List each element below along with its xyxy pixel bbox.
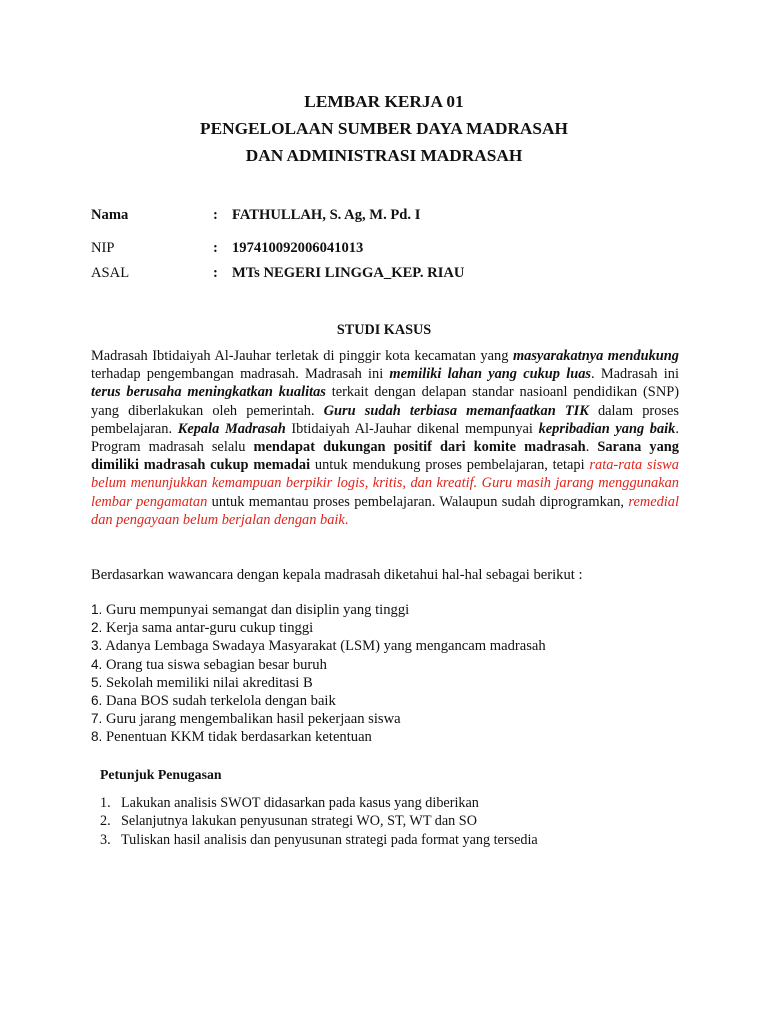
- list-item: [100, 794, 538, 812]
- case-segment: dalam proses pembelajaran.: [91, 402, 679, 437]
- case-segment: Ibtidaiyah Al-Jauhar dikenal mempunyai: [285, 420, 539, 437]
- list-number: 5.: [91, 674, 103, 690]
- case-segment: Kepala Madrasah: [177, 420, 286, 437]
- list-text: Sekolah memiliki nilai akreditasi B: [106, 674, 313, 691]
- case-segment: .: [585, 439, 598, 456]
- case-study-title: STUDI KASUS: [336, 322, 432, 338]
- case-segment: . Program madrasah selalu: [91, 420, 679, 456]
- list-item: [91, 692, 546, 710]
- list-item: [91, 601, 546, 619]
- case-segment: Guru sudah terbiasa memanfaatkan TIK: [323, 402, 589, 419]
- list-number: 6.: [91, 692, 103, 708]
- field-value: MTs NEGERI LINGGA_KEP. RIAU: [232, 265, 465, 281]
- list-text: Guru mempunyai semangat dan disiplin yang tinggi: [106, 602, 410, 618]
- list-text: Adanya Lembaga Swadaya Masyarakat (LSM) yang mengancam madrasah: [105, 638, 546, 655]
- case-segment: terus berusaha meningkatkan kualitas: [91, 384, 326, 401]
- field-colon: :: [213, 240, 218, 256]
- field-label: Nama: [91, 207, 129, 223]
- case-segment: terkait dengan delapan standar nasioanl pendidikan (SNP) yang diberlakukan oleh pemerintah.: [91, 384, 680, 419]
- case-segment-highlight: .: [344, 511, 349, 528]
- list-number: 2.: [91, 620, 103, 636]
- list-item: [91, 619, 546, 637]
- case-segment: Sarana yang dimiliki madrasah cukup memadai: [91, 439, 679, 474]
- field-colon: :: [213, 207, 218, 223]
- case-segment: untuk mendukung proses pembelajaran, tetapi: [310, 457, 590, 474]
- field-label: NIP: [91, 240, 115, 256]
- case-segment-highlight: remedial dan pengayaan belum berjalan dengan baik: [91, 493, 679, 528]
- list-text: Lakukan analisis SWOT didasarkan pada kasus yang diberikan: [121, 795, 479, 811]
- case-segment: masyarakatnya mendukung: [512, 348, 679, 364]
- worksheet-subtitle: PENGELOLAAN SUMBER DAYA MADRASAH: [200, 119, 568, 138]
- list-number: 4.: [91, 656, 103, 672]
- list-number: 7.: [91, 711, 103, 727]
- list-text: Kerja sama antar-guru cukup tinggi: [106, 620, 314, 637]
- facts-list: [91, 601, 546, 747]
- field-label: ASAL: [91, 265, 130, 281]
- case-segment: mendapat dukungan positif dari komite madrasah: [253, 439, 586, 456]
- case-segment-highlight: .: [473, 475, 482, 492]
- worksheet-title: LEMBAR KERJA 01: [304, 92, 464, 111]
- list-item: [91, 656, 546, 674]
- list-number: 2.: [100, 813, 111, 830]
- instructions-title: Petunjuk Penugasan: [100, 767, 222, 782]
- list-item: [100, 831, 538, 849]
- list-item: [100, 812, 538, 830]
- list-text: Guru jarang mengembalikan hasil pekerjaan siswa: [106, 711, 401, 728]
- case-segment: Madrasah Ibtidaiyah Al-Jauhar terletak di pinggir kota kecamatan yang: [91, 348, 513, 364]
- list-text: Selanjutnya lakukan penyusunan strategi WO, ST, WT dan SO: [121, 813, 477, 830]
- case-segment: memiliki lahan yang cukup luas: [389, 366, 592, 383]
- list-number: 3.: [91, 638, 103, 654]
- list-item: [91, 637, 546, 655]
- list-text: Tuliskan hasil analisis dan penyusunan strategi pada format yang tersedia: [121, 831, 538, 848]
- worksheet-subtitle-2: DAN ADMINISTRASI MADRASAH: [245, 146, 523, 165]
- case-segment: untuk memantau proses pembelajaran. Walaupun sudah diprogramkan,: [207, 493, 629, 510]
- case-study-paragraph: [91, 347, 679, 529]
- field-colon: :: [213, 265, 218, 281]
- list-number: 1.: [100, 795, 111, 811]
- case-segment: kepribadian yang baik: [538, 420, 676, 437]
- list-number: 3.: [100, 831, 111, 848]
- case-segment-highlight: Guru masih jarang menggunakan lembar pengamatan: [91, 475, 680, 510]
- case-segment: terhadap pengembangan madrasah. Madrasah ini: [91, 366, 390, 383]
- case-segment-highlight: rata-rata siswa belum menunjukkan kemampuan berpikir logis, kritis, dan kreatif: [91, 457, 679, 492]
- list-number: 8.: [91, 729, 103, 745]
- instructions-list: [100, 794, 538, 849]
- list-text: Orang tua siswa sebagian besar buruh: [106, 656, 327, 673]
- list-text: Dana BOS sudah terkelola dengan baik: [106, 692, 336, 709]
- list-text: Penentuan KKM tidak berdasarkan ketentuan: [106, 729, 372, 746]
- field-value: 197410092006041013: [232, 240, 364, 256]
- interview-intro: Berdasarkan wawancara dengan kepala madrasah diketahui hal-hal sebagai berikut :: [91, 567, 583, 583]
- list-item: [91, 674, 546, 692]
- list-item: [91, 710, 546, 728]
- list-number: 1.: [91, 602, 103, 617]
- field-value: FATHULLAH, S. Ag, M. Pd. I: [232, 207, 421, 223]
- list-item: [91, 728, 546, 746]
- case-segment: . Madrasah ini: [591, 366, 679, 383]
